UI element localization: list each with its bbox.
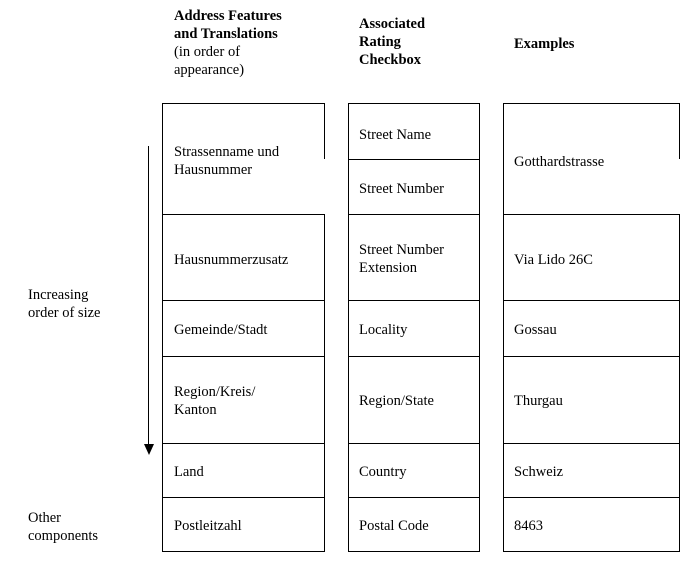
table-row-checkbox: Locality [359,322,408,338]
table-row-feature: Postleitzahl [174,518,242,534]
size-order-label [28,286,100,322]
increasing-size-arrow [148,146,149,446]
table-row-checkbox: Street Name [359,127,432,143]
features-header-subline: (in order of [174,44,241,60]
table-row-example: Thurgau [514,393,563,409]
table-row-example: Gossau [514,322,557,338]
feature-text: Kanton [174,402,217,418]
arrow-head-icon [144,444,154,455]
table-row-feature [174,143,279,179]
table-row-example: 8463 [514,518,543,534]
features-header-subline: appearance) [174,62,245,78]
checkbox-header-line: Associated [359,16,426,32]
checkbox-header-line: Checkbox [359,52,422,68]
table-row-feature: Gemeinde/Stadt [174,322,268,338]
other-components-label [28,509,98,545]
table-row-feature: Hausnummerzusatz [174,252,289,268]
table-row-feature: Land [174,464,204,480]
table-row-checkbox: Country [359,464,407,480]
table-row-example: Schweiz [514,464,564,480]
features-header-line: Address Features [174,8,282,24]
checkbox-text: Extension [359,260,417,276]
feature-text: Strassenname und [174,144,280,160]
other-components-label-line: Other [28,510,62,526]
table-row-checkbox: Street Number [359,181,444,197]
table-row-checkbox: Region/State [359,393,434,409]
examples-header: Examples [514,36,575,52]
table-row-feature [174,383,255,419]
table-row-example: Via Lido 26C [514,252,593,268]
table-row-checkbox [359,241,444,277]
table-row-example: Gotthardstrasse [514,154,605,170]
size-order-label-line: Increasing [28,287,89,303]
features-header [174,7,282,79]
other-components-label-line: components [28,528,99,544]
feature-text: Region/Kreis/ [174,384,256,400]
table-row-checkbox: Postal Code [359,518,429,534]
features-header-line: and Translations [174,26,278,42]
checkbox-header [359,15,425,69]
feature-text: Hausnummer [174,162,253,178]
size-order-label-line: order of size [28,305,101,321]
checkbox-text: Street Number [359,242,444,258]
checkbox-header-line: Rating [359,34,401,50]
